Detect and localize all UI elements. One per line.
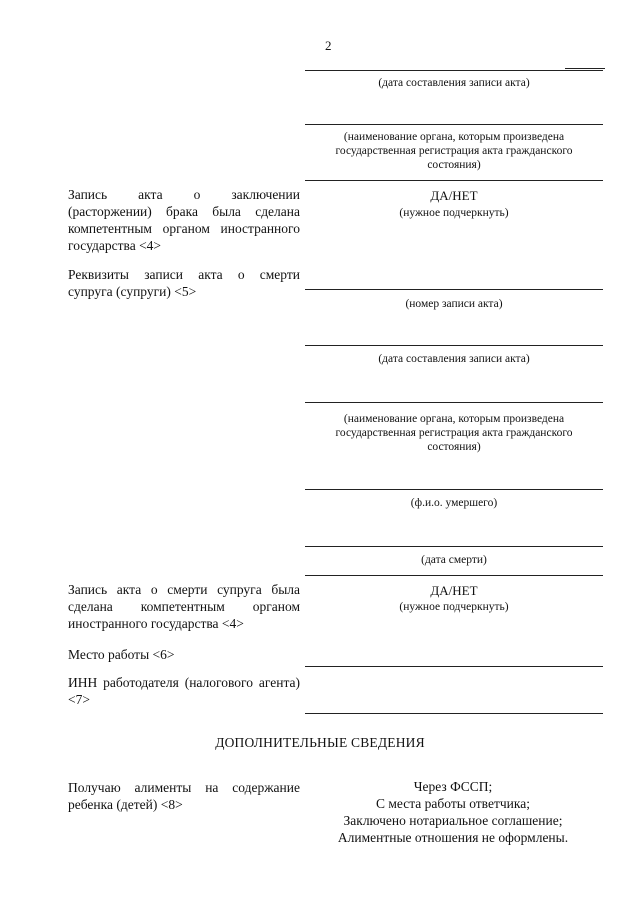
alimony-label: Получаю алименты на содержание ребенка (детей) <8> — [68, 780, 300, 812]
registration-organ-caption: (наименование органа, которым произведена государственная регистрация акта гражданского состояния) — [335, 131, 573, 171]
death-date-bottom-line — [305, 575, 603, 576]
deceased-fio-line[interactable] — [305, 489, 603, 490]
alimony-options — [318, 778, 588, 846]
death-record-number-line[interactable] — [305, 289, 603, 290]
death-date-caption: (дата смерти) — [421, 554, 487, 566]
divorce-foreign-hint: (нужное подчеркнуть) — [399, 207, 509, 219]
underline-short-top — [565, 68, 605, 69]
record-date-caption: (дата составления записи акта) — [378, 77, 530, 89]
death-date-line[interactable] — [305, 546, 603, 547]
alimony-option-notarial[interactable]: Заключено нотариальное соглашение; — [343, 813, 563, 828]
employer-inn-line[interactable] — [305, 713, 603, 714]
death-record-date-line[interactable] — [305, 345, 603, 346]
death-record-organ-line[interactable] — [305, 402, 603, 403]
death-foreign-hint: (нужное подчеркнуть) — [399, 601, 509, 613]
registration-organ-line[interactable] — [305, 124, 603, 125]
alimony-option-fssp[interactable]: Через ФССП; — [413, 779, 493, 794]
deceased-fio-caption: (ф.и.о. умершего) — [410, 497, 498, 509]
workplace-label: Место работы <6> — [68, 647, 175, 662]
workplace-line[interactable] — [305, 666, 603, 667]
record-date-line[interactable] — [305, 70, 603, 71]
alimony-option-workplace[interactable]: С места работы ответчика; — [376, 796, 530, 811]
death-record-label: Реквизиты записи акта о смерти супруга (супруги) <5> — [68, 267, 300, 299]
death-record-number-caption: (номер записи акта) — [405, 298, 503, 310]
alimony-option-none[interactable]: Алиментные отношения не оформлены. — [337, 830, 569, 845]
death-foreign-yes-no[interactable]: ДА/НЕТ — [430, 583, 478, 598]
registration-organ-bottom-line — [305, 180, 603, 181]
death-record-organ-caption: (наименование органа, которым произведена государственная регистрация акта гражданского состояния) — [335, 413, 573, 453]
divorce-foreign-label: Запись акта о заключении (расторжении) брака была сделана компетентным органом иностранного государства <4> — [68, 187, 300, 253]
page-number: 2 — [325, 38, 332, 53]
death-foreign-label: Запись акта о смерти супруга была сделана компетентным органом иностранного государства <4> — [68, 582, 300, 631]
employer-inn-label: ИНН работодателя (налогового агента) <7> — [68, 675, 300, 707]
additional-info-title: ДОПОЛНИТЕЛЬНЫЕ СВЕДЕНИЯ — [215, 735, 425, 750]
divorce-foreign-yes-no[interactable]: ДА/НЕТ — [430, 188, 478, 203]
death-record-date-caption: (дата составления записи акта) — [378, 353, 530, 365]
